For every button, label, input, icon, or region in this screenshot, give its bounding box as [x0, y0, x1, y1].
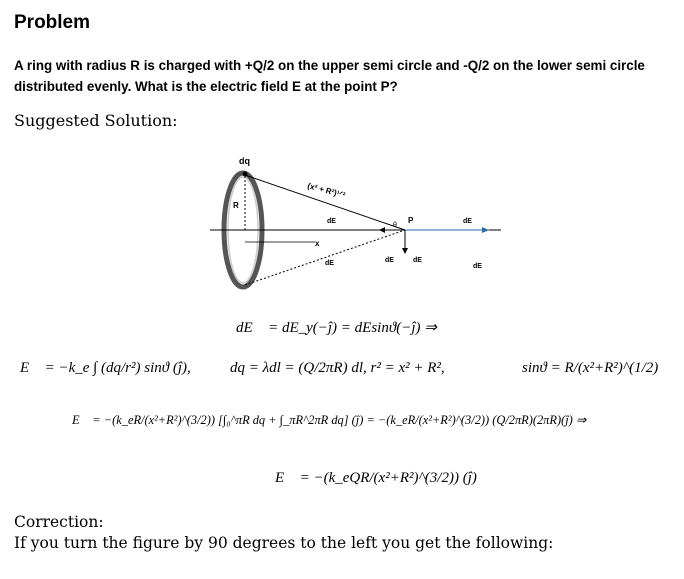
de-bottom-right-label: dE [473, 263, 482, 270]
equation-1: dE⃗ = dE_y(−ĵ) = dEsinϑ(−ĵ) ⇒ [236, 320, 437, 336]
point-p-label: P [408, 216, 414, 225]
equation-2a: E⃗ = −k_e ∫ (dq/r²) sinϑ (ĵ), [20, 360, 191, 376]
correction-text: If you turn the figure by 90 degrees to the left you get the following: [14, 534, 554, 552]
equation-4: E⃗ = −(k_eQR/(x²+R²)^(3/2)) (ĵ) [275, 470, 477, 486]
distance-line [245, 175, 405, 230]
de-bottom-left-label: dE [325, 260, 334, 267]
equation-2b: dq = λdl = (Q/2πR) dl, r² = x² + R², [230, 360, 445, 376]
de-top-right-label: dE [463, 218, 472, 225]
equation-2c: sinϑ = R/(x²+R²)^(1/2) [522, 360, 659, 376]
radius-label: R [233, 201, 239, 210]
x-label: x [315, 239, 320, 248]
distance-label: (x² + R²)¹ᐟ² [306, 181, 347, 200]
suggested-solution-label: Suggested Solution: [14, 111, 178, 130]
problem-statement: A ring with radius R is charged with +Q/2 on the upper semi circle and -Q/2 on the lower semi circle distributed evenly. What is the electric field E at the point P? [14, 58, 645, 94]
problem-title: Problem [14, 12, 91, 33]
dq-label: dq [239, 156, 250, 166]
correction-label: Correction: [14, 513, 104, 531]
ring-figure [205, 150, 505, 300]
de-y-label: dE [385, 257, 394, 264]
equation-3: E⃗ = −(k_eR/(x²+R²)^(3/2)) [∫₀^πR dq + ∫_πR^2πR dq] (ĵ) = −(k_eR/(x²+R²)^(3/2)) (Q/2πR)(2πR)(ĵ) ⇒ [72, 413, 587, 427]
theta-label: θ [393, 222, 397, 229]
de-top-left-label: dE [327, 218, 336, 225]
lower-distance-line [245, 230, 405, 285]
de-y2-label: dE [413, 257, 422, 264]
